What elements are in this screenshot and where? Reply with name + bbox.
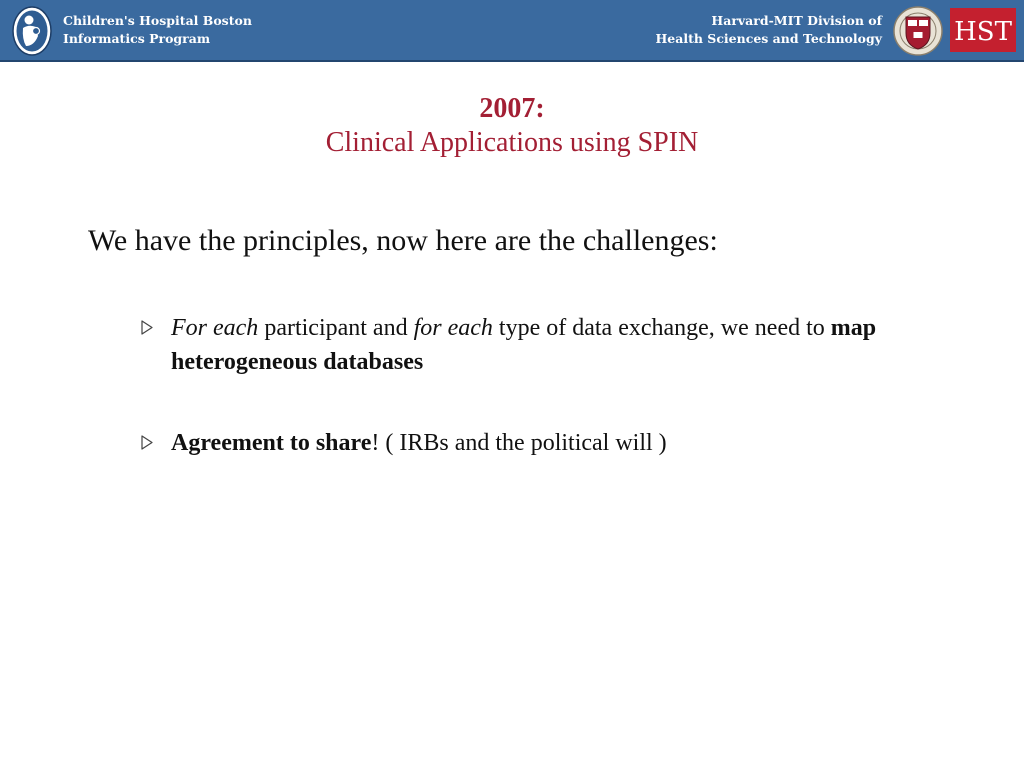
slide-title-subtitle: Clinical Applications using SPIN bbox=[325, 127, 699, 158]
bullet1-italic-2: for each bbox=[413, 315, 493, 341]
slide-title bbox=[0, 92, 1024, 160]
hst-logo bbox=[950, 8, 1016, 52]
right-organization bbox=[655, 12, 882, 48]
bullet-text bbox=[171, 311, 930, 379]
slide-title-year: 2007: bbox=[479, 93, 545, 124]
bullet-text bbox=[171, 426, 930, 460]
left-org-line2: Informatics Program bbox=[63, 31, 211, 46]
bullet-item-map-databases bbox=[140, 311, 930, 379]
right-org-line1: Harvard-MIT Division of bbox=[711, 13, 882, 28]
right-org-line2: Health Sciences and Technology bbox=[655, 31, 882, 46]
bullet2-text: ! ( IRBs and the political will ) bbox=[371, 430, 667, 456]
bullet-arrow-icon bbox=[140, 311, 154, 345]
header-banner bbox=[0, 0, 1024, 62]
bullet1-text-2: participant and bbox=[258, 315, 414, 341]
hst-logo-text: HST bbox=[954, 17, 1012, 47]
bullet1-text-4: type of data exchange, we need to bbox=[492, 315, 831, 341]
intro-statement: We have the principles, now here are the challenges: bbox=[88, 224, 718, 257]
bullet2-bold: Agreement to share bbox=[171, 430, 372, 456]
bullet-arrow-icon bbox=[140, 426, 154, 460]
bullet-item-agreement bbox=[140, 426, 930, 460]
harvard-seal-icon bbox=[893, 5, 943, 57]
left-org-line1: Children's Hospital Boston bbox=[63, 13, 252, 28]
bullet1-bold: map heterogeneous databases bbox=[171, 315, 877, 375]
childrens-hospital-logo-icon bbox=[12, 6, 52, 56]
left-organization bbox=[63, 12, 252, 48]
bullet1-italic-1: For each bbox=[171, 315, 259, 341]
